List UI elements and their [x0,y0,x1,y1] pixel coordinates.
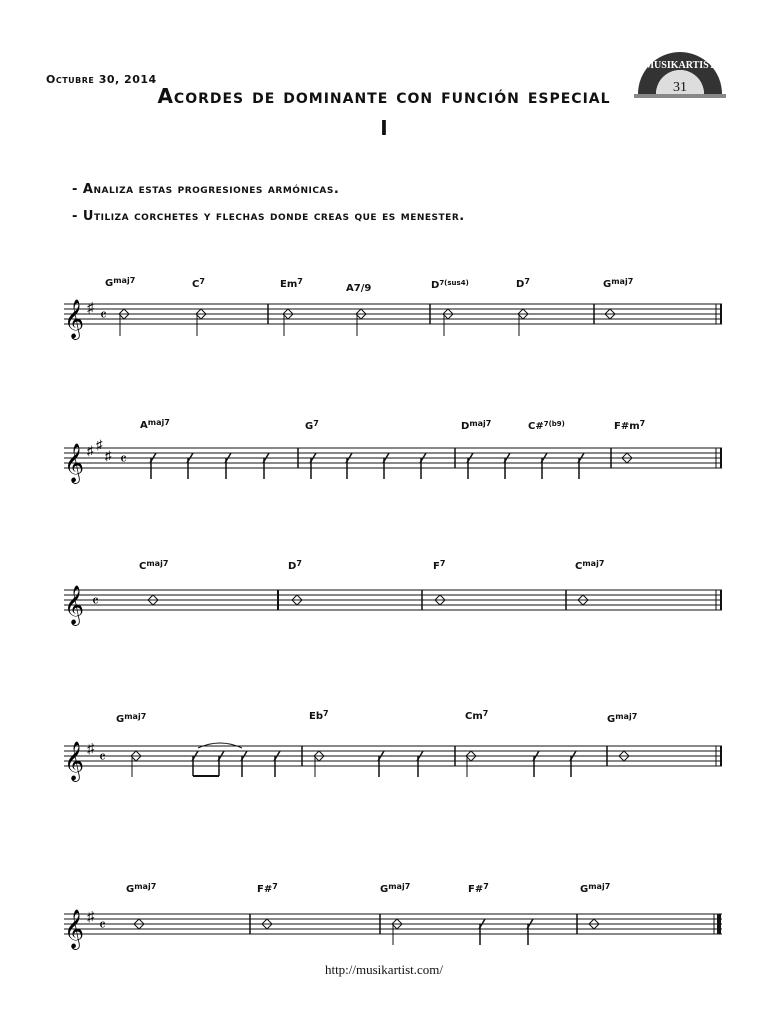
half-note [518,309,528,336]
slash-note [578,453,584,479]
chord-symbol: Cm$^7$ [465,709,489,722]
slash-note [378,751,384,777]
chord-symbol: $C^7$ [192,277,205,290]
treble-clef-icon: 𝄞 [64,742,85,780]
chord-symbol: $G^{maj7}$ [126,882,157,895]
treble-clef-icon: 𝄞 [64,910,85,948]
common-time-icon: 𝄴 [99,749,106,766]
system-2 [64,418,722,484]
page-title: Acordes de dominante con función especial [157,84,611,108]
slash-note [570,751,576,777]
half-note [119,309,129,336]
sharp-icon: ♯ [105,448,112,463]
slash-note [346,453,352,479]
treble-clef-icon: 𝄞 [64,586,85,624]
slash-note [383,453,389,479]
slash-note [263,453,269,479]
footer-url[interactable]: http://musikartist.com/ [324,962,444,977]
chord-symbol: Eb$^7$ [309,709,329,722]
chord-symbol: $D^7$ [516,277,530,290]
chord-symbol: $G^{maj7}$ [116,712,147,725]
slash-note [310,453,316,479]
chord-symbol: $D^{maj7}$ [461,419,492,432]
sharp-icon: ♯ [96,437,103,452]
chord-symbol: $G^{maj7}$ [607,712,638,725]
common-time-icon: 𝄴 [92,593,99,610]
chord-symbol: $C^{maj7}$ [575,559,605,572]
half-note [131,751,141,777]
half-note [314,751,324,777]
sharp-icon: ♯ [87,740,94,756]
half-note [443,309,453,336]
chord-symbol: F#$^7$ [468,882,489,895]
page-subtitle: I [380,116,388,140]
chord-symbol: $G^{maj7}$ [105,276,136,289]
chord-symbol: A7/9 [346,283,372,294]
system-5 [64,882,722,950]
sharp-icon: ♯ [87,908,94,924]
slash-note [150,453,156,479]
chord-symbol: $G^7$ [305,419,319,432]
system-4 [64,709,722,782]
tied-eighth-notes [192,743,280,777]
slash-note [479,919,485,945]
chord-symbol: $A^{maj7}$ [140,418,170,431]
chord-symbol: C#$^{7(b9)}$ [528,420,565,432]
chord-symbol: F#$^7$ [257,882,278,895]
sharp-icon: ♯ [87,299,94,315]
chord-symbol: $C^{maj7}$ [139,559,169,572]
instruction-1: - Analiza estas progresiones armónicas. [72,182,340,197]
chord-symbol: $G^{maj7}$ [580,882,611,895]
slash-note [187,453,193,479]
half-note [356,309,366,336]
slash-note [504,453,510,479]
chord-symbol: $G^{maj7}$ [603,277,634,290]
instruction-2: - Utiliza corchetes y flechas donde creas que es menester. [72,209,465,224]
common-time-icon: 𝄴 [120,451,127,468]
treble-clef-icon: 𝄞 [64,300,85,338]
sharp-icon: ♯ [87,443,94,458]
half-note [283,309,293,336]
common-time-icon: 𝄴 [99,917,106,934]
chord-symbol: $F\#m^7$ [614,419,646,432]
chord-symbol: $D^7$ [288,559,302,572]
chord-symbol: $F^7$ [433,559,446,572]
system-3 [64,559,722,626]
slash-note [225,453,231,479]
common-time-icon: 𝄴 [100,308,107,324]
slash-note [420,453,426,479]
slash-note [533,751,539,777]
treble-clef-icon: 𝄞 [64,444,85,482]
slash-note [541,453,547,479]
half-note [392,919,402,945]
half-note [196,309,206,336]
date-label: Octubre 30, 2014 [46,73,157,86]
logo-number: 31 [673,80,687,95]
slash-note [527,919,533,945]
slash-note [417,751,423,777]
chord-symbol: $G^{maj7}$ [380,882,411,895]
logo-text: MUSIKARTIST [644,60,716,71]
chord-symbol: $D^{7(sus4)}$ [431,279,469,291]
slash-note [467,453,473,479]
chord-symbol: Em$^7$ [280,277,303,290]
system-1 [64,276,722,340]
half-note [466,751,476,777]
